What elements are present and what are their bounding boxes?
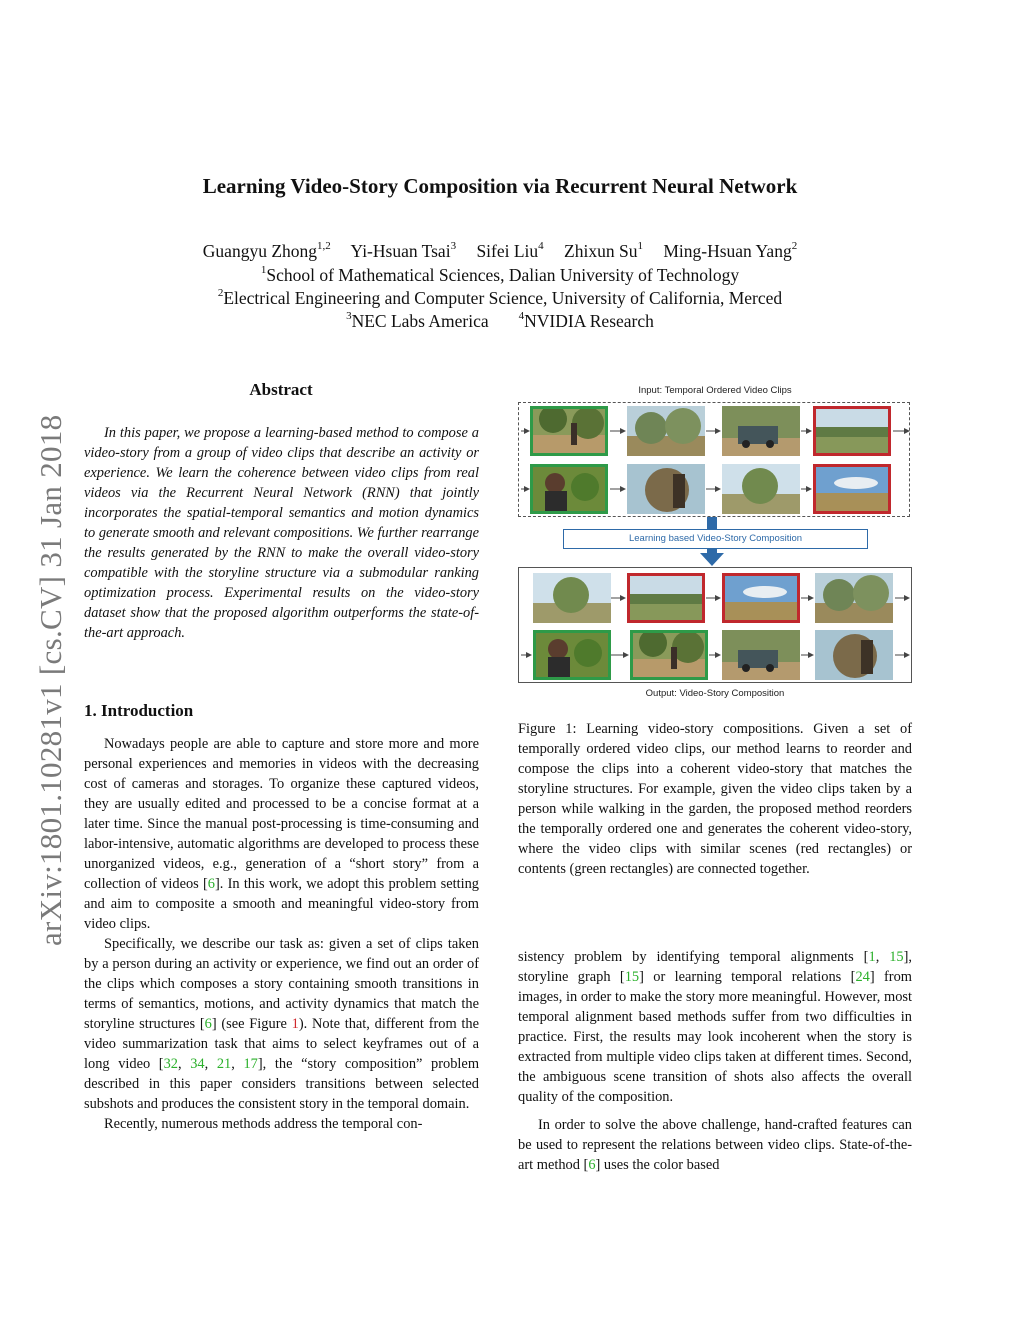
- citation-link[interactable]: 21: [216, 1056, 232, 1072]
- affiliation-sup: 1: [260, 264, 267, 276]
- affiliation-sup: 3: [346, 310, 352, 322]
- figure-caption: Figure 1: Learning video-story compositions. Given a set of temporally ordered video clips, our method learns to reorder and compose the clips into a coherent video-story that matches the storyline structures. For example, given the video clips taken by a person while walking in the garden, the proposed method reorders the temporally ordered one and generates the coherent video-story, where the video clips with similar scenes (red rectangles) or contents (green rectangles) are connected together.: [518, 721, 912, 877]
- citation-link[interactable]: 15: [889, 949, 904, 965]
- citation-link[interactable]: 17: [243, 1056, 258, 1072]
- affiliation-sup: 4: [518, 310, 525, 322]
- affiliation-line: [0, 264, 1000, 286]
- figure-input-label: Input: Temporal Ordered Video Clips: [638, 385, 792, 396]
- paragraph: Nowadays people are able to capture and store more and more personal experiences and memories in videos with the decreasing cost of cameras and storages. To organize these captured videos, they are usually edited and processed to be a concise format at a later time. Since the manual post-processing is time-consuming and labor-intensive, automatic algorithms are developed to process these unorganized videos, e.g., generation of a “short story” from a collection of videos [6]. In this work, we adopt this problem setting and aim to composite a smooth and meaningful video-story from video clips.: [84, 736, 480, 932]
- left-column-body: [84, 734, 479, 1134]
- author-name: Ming-Hsuan Yang: [663, 241, 792, 261]
- citation-link[interactable]: 34: [190, 1056, 205, 1072]
- author-name: Yi-Hsuan Tsai: [350, 241, 451, 261]
- clip-arrows-icon: [519, 410, 913, 520]
- author-sup: 3: [450, 240, 457, 252]
- citation-link[interactable]: 1: [868, 949, 876, 965]
- abstract-heading: Abstract: [249, 380, 313, 399]
- affiliation-line: [0, 287, 1000, 309]
- author-sup: 2: [791, 240, 798, 252]
- affiliation-text: NEC Labs America: [351, 311, 489, 331]
- author-list: [0, 240, 1000, 262]
- author-sup: 1,2: [317, 240, 331, 252]
- right-column-body: [518, 947, 912, 1175]
- figure-ref-link[interactable]: 1: [291, 1016, 299, 1032]
- citation-link[interactable]: 6: [588, 1157, 596, 1173]
- paragraph: sistency problem by identifying temporal alignments [1, 15], storyline graph [15] or learning temporal relations [24] from images, in order to make the story more meaningful. However, most temporal alignment based methods suffer from two difficulties in practice. First, the results may look incoherent when the story is extracted from multiple video clips taken at different times. Second, the ambiguous scene transition of shots also affects the overall quality of the composition.: [518, 949, 912, 1105]
- citation-link[interactable]: 6: [204, 1016, 212, 1032]
- affiliation-text: Electrical Engineering and Computer Science, University of California, Merced: [223, 288, 783, 308]
- clip-arrows-icon: [519, 576, 913, 686]
- figure-output-label: Output: Video-Story Composition: [645, 688, 785, 699]
- paragraph: In order to solve the above challenge, hand-crafted features can be used to represent the relations between video clips. State-of-the-art method [6] uses the color based: [518, 1117, 912, 1173]
- author-name: Zhixun Su: [564, 241, 638, 261]
- citation-link[interactable]: 15: [624, 969, 640, 985]
- section-heading: 1. Introduction: [84, 701, 194, 720]
- citation-link[interactable]: 6: [207, 876, 215, 892]
- paragraph: Specifically, we describe our task as: given a set of clips taken by a person during an activity or experience, we find out an order of the clips which composes a story containing smooth transitions in terms of semantics, motions, and activity dynamics that match the storyline structures [6] (see Figure 1). Note that, different from the video summarization task that aims to select keyframes out of a long video [32, 34, 21, 17], the “story composition” problem described in this paper considers transitions between selected subshots and produces the consistent story in the temporal domain.: [84, 936, 480, 1112]
- author-sup: 1: [637, 240, 643, 252]
- author-name: Guangyu Zhong: [202, 241, 318, 261]
- method-label-box: Learning based Video-Story Composition: [563, 529, 868, 549]
- affiliation-text: NVIDIA Research: [524, 311, 654, 331]
- author-name: Sifei Liu: [476, 241, 539, 261]
- citation-link[interactable]: 32: [163, 1056, 178, 1072]
- arxiv-stamp: arXiv:1801.10281v1 [cs.CV] 31 Jan 2018: [33, 414, 68, 946]
- affiliation-line: [0, 310, 1000, 332]
- abstract-text: In this paper, we propose a learning-based method to compose a video-story from a group of video clips that describe an activity or experience. We learn the coherence between video clips from real videos via the Recurrent Neural Network (RNN) that jointly incorporates the spatial-temporal semantics and motion dynamics to generate smooth and relevant compositions. We further rearrange the results generated by the RNN to make the overall video-story compatible with the storyline structure via a submodular ranking optimization process. Experimental results on the video-story dataset show that the proposed algorithm outperforms the state-of-the-art approach.: [84, 425, 479, 641]
- author-sup: 4: [538, 240, 544, 252]
- paragraph: Recently, numerous methods address the temporal con-: [104, 1116, 423, 1132]
- affiliation-text: School of Mathematical Sciences, Dalian University of Technology: [266, 265, 740, 285]
- affiliation-sup: 2: [217, 287, 224, 299]
- paper-title: Learning Video-Story Composition via Recurrent Neural Network: [202, 174, 798, 198]
- citation-link[interactable]: 24: [855, 969, 870, 985]
